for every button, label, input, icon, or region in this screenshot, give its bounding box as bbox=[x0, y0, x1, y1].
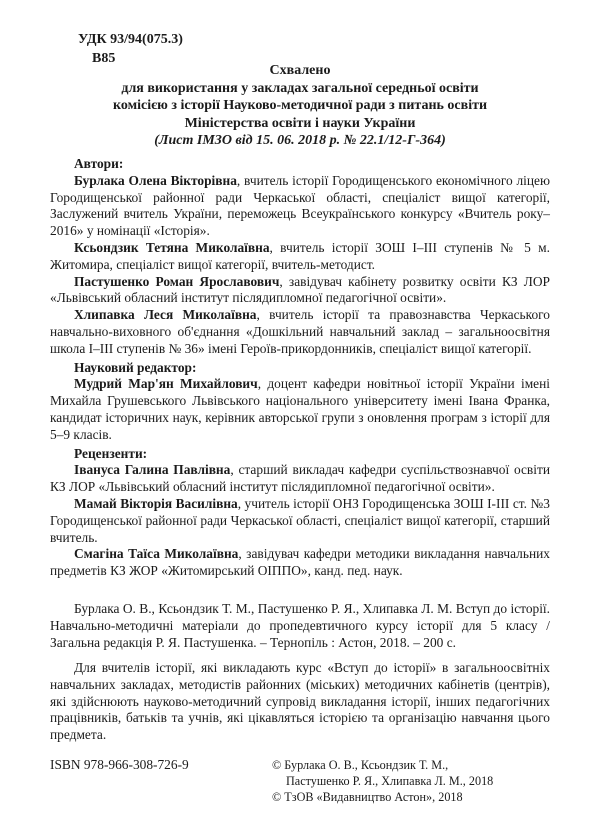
approval-line: для використання у закладах загальної середньої освіти bbox=[121, 80, 479, 96]
approval-letter: (Лист ІМЗО від 15. 06. 2018 р. № 22.1/12-Г-364) bbox=[154, 133, 446, 148]
reviewers-heading: Рецензенти: bbox=[74, 445, 148, 461]
reviewer-name: Мамай Вікторія Василівна bbox=[74, 495, 238, 511]
approval-line: Міністерства освіти і науки України bbox=[184, 115, 416, 131]
udc-code: УДК 93/94(075.3) bbox=[78, 32, 183, 47]
author-name: Хлипавка Леся Миколаївна bbox=[74, 307, 257, 323]
copyright-block bbox=[272, 757, 493, 805]
approval-title: Схвалено bbox=[269, 63, 331, 78]
reviewer-name: Смагіна Таїса Миколаївна bbox=[74, 546, 239, 562]
copyright-line: © Бурлака О. В., Ксьондзик Т. М., bbox=[272, 758, 449, 772]
bibliographic-citation: Бурлака О. В., Ксьондзик Т. М., Пастушенко Р. Я., Хлипавка Л. М. Вступ до історії. Навчально-методичні матеріали до пропедевтичного курсу історії для 5 класу / Загальна редакція Р. Я. Пастушенка. – Тернопіль : Астон, 2018. – 200 с. bbox=[50, 601, 550, 650]
editor-name: Мудрий Мар'ян Михайлович bbox=[74, 376, 258, 392]
copyright-line: © ТзОВ «Видавництво Астон», 2018 bbox=[272, 790, 463, 804]
authors-heading: Автори: bbox=[74, 156, 124, 171]
editor-desc: , доцент кафедри новітньої історії України імені Михайла Грушевського Львівського національного університету імені Івана Франка, кандидат історичних наук, керівник авторської групи з оновлення програм з історії для 5–9 класів. bbox=[50, 376, 551, 442]
isbn: ISBN 978-966-308-726-9 bbox=[50, 757, 189, 772]
author-name: Пастушенко Роман Ярославович bbox=[74, 273, 280, 289]
reviewer-desc: , старший викладач кафедри суспільствознавчої освіти КЗ ЛОР «Львівський обласний інститут післядипломної педагогічної освіти». bbox=[50, 462, 550, 495]
author-desc: , вчитель історії ЗОШ І–ІІІ ступенів № 5 м. Житомира, спеціаліст вищої категорії, вчитель-методист. bbox=[50, 239, 550, 272]
approval-block bbox=[60, 62, 540, 150]
reviewer-desc: , учитель історії ОНЗ Городищенська ЗОШ І-ІІІ ст. №3 Городищенської районної ради Черкаської області, спеціаліст вищої категорії, старший вчитель. bbox=[50, 495, 550, 545]
reviewer-entry bbox=[50, 546, 550, 580]
audience-annotation: Для вчителів історії, які викладають курс «Вступ до історії» в загальноосвітніх навчальних закладах, методистів районних (міських) методичних кабінетів (центрів), які здійснюють науково-методичний супровід викладання історії, інших педагогічних працівників, батьків та учнів, які цікавляться історією та організацію навчання цього предмета. bbox=[50, 660, 550, 743]
reviewer-entry bbox=[50, 462, 550, 496]
author-entry bbox=[50, 240, 550, 274]
author-entry bbox=[50, 274, 550, 308]
bbk-code: В85 bbox=[92, 51, 116, 66]
author-desc: , вчитель історії Городищенського економічного ліцею Городищенської районної ради Черкаської області, спеціаліст вищої категорії, Заслужений вчитель України, переможець Всеукраїнського конкурсу «Вчитель року–2016» у номінації «Історія». bbox=[50, 172, 550, 239]
credits-section bbox=[50, 156, 550, 580]
reviewer-entry bbox=[50, 496, 550, 546]
approval-line: комісією з історії Науково-методичної ради з питань освіти bbox=[112, 98, 488, 113]
editor-entry bbox=[50, 376, 550, 443]
editor-heading: Науковий редактор: bbox=[74, 359, 197, 375]
author-name: Бурлака Олена Вікторівна bbox=[74, 172, 237, 188]
copyright-line: Пастушенко Р. Я., Хлипавка Л. М., 2018 bbox=[286, 774, 494, 788]
reviewer-name: Івануса Галина Павлівна bbox=[74, 462, 231, 478]
reviewer-desc: , завідувач кафедри методики викладання навчальних предметів КЗ ЖОР «Житомирський ОІППО», канд. пед. наук. bbox=[50, 546, 550, 579]
author-name: Ксьондзик Тетяна Миколаївна bbox=[74, 239, 270, 255]
author-desc: , завідувач кабінету розвитку освіти КЗ ЛОР «Львівський обласний інститут післядипломної педагогічної освіти». bbox=[50, 273, 551, 306]
author-entry bbox=[50, 307, 550, 357]
author-entry bbox=[50, 173, 550, 240]
author-desc: , вчитель історії та правознавства Черкаського навчально-виховного об'єднання «Дошкільний навчальний заклад – загальноосвітня школа І–ІІІ ступенів № 36» імені Героїв-прикордонників, спеціаліст вищої категорії. bbox=[50, 307, 550, 356]
